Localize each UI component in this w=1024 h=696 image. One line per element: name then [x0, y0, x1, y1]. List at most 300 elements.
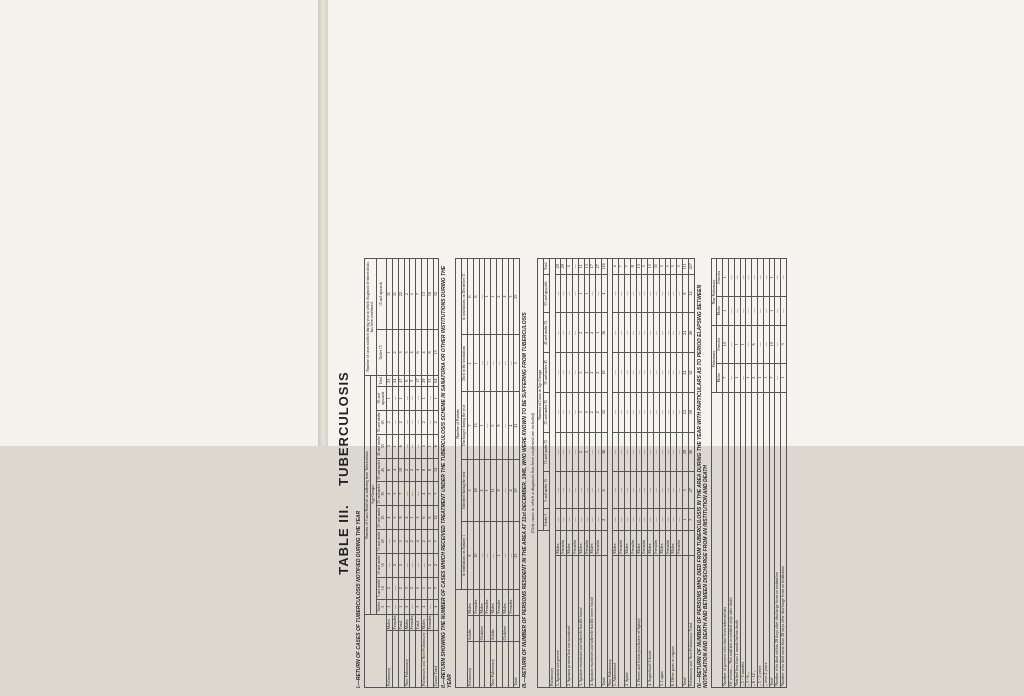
s4-body	[723, 259, 787, 688]
document-page	[328, 0, 1024, 688]
table-cell: —	[427, 599, 433, 614]
table-cell: 1	[746, 363, 752, 392]
row-sex: Females	[391, 615, 397, 630]
table-cell: 2	[427, 553, 433, 577]
table-cell: 1	[578, 274, 584, 313]
table-row	[688, 259, 694, 688]
table-cell: —	[642, 509, 648, 531]
table-cell: 3	[398, 529, 404, 553]
table-cell: —	[404, 482, 410, 506]
table-cell: 33	[427, 375, 433, 386]
table-cell: —	[636, 509, 642, 531]
table-cell: —	[625, 353, 631, 393]
table-cell: —	[659, 472, 665, 509]
table-cell: 2	[596, 353, 602, 393]
row-label: „ 1 - 3 months	[740, 392, 746, 687]
table-cell: 2	[601, 509, 607, 531]
table-cell: —	[567, 392, 573, 432]
table-cell: —	[416, 410, 422, 434]
table-cell: 1	[421, 386, 427, 410]
table-cell: —	[567, 509, 573, 531]
table-cell: —	[572, 392, 578, 432]
table-cell: 6	[427, 506, 433, 530]
blank-left-page	[0, 0, 318, 446]
table-cell: 3	[404, 330, 410, 376]
table-cell: 20	[555, 259, 561, 275]
table-cell: —	[763, 296, 769, 325]
page-title	[336, 258, 351, 688]
table-cell: —	[665, 432, 671, 472]
table-cell: 29	[421, 375, 427, 386]
table-cell: —	[584, 472, 590, 509]
table-cell: 3	[427, 482, 433, 506]
table-cell: 1	[392, 434, 398, 458]
table-cell: —	[654, 472, 660, 509]
table-cell: 111	[683, 259, 689, 275]
table-cell: —	[567, 432, 573, 472]
table-cell: —	[642, 472, 648, 509]
table-cell: 4	[433, 599, 439, 614]
section-3-table	[537, 258, 695, 688]
table-cell: —	[572, 353, 578, 393]
table-cell: —	[596, 432, 602, 472]
table-cell: 4	[421, 482, 427, 506]
table-cell: 4	[601, 274, 607, 313]
table-cell: —	[572, 259, 578, 275]
table-cell: —	[485, 335, 491, 392]
table-cell: 4	[387, 482, 393, 506]
table-cell: 5	[410, 259, 416, 330]
table-cell: 4	[416, 529, 422, 553]
row-sex: Females	[665, 531, 671, 555]
row-sex: Females	[654, 531, 660, 555]
section-2-title: II.—RETURN SHOWING THE NUMBER OF CASES WHICH RECEIVED TREATMENT UNDER THE TUBERCULOSIS SCHEME IN SANATORIA OR OTHER INSTITUTIONS DURING THE YEAR	[441, 265, 454, 688]
table-cell: —	[677, 313, 683, 353]
table-cell: —	[619, 274, 625, 313]
table-cell: 24	[683, 392, 689, 432]
table-cell: 29	[561, 259, 567, 275]
table-cell: —	[561, 472, 567, 509]
table-cell: —	[659, 392, 665, 432]
table-cell: —	[758, 259, 764, 297]
table-cell: —	[410, 410, 416, 434]
s3-col-header: 35 and under 45	[543, 353, 549, 393]
table-cell: —	[555, 392, 561, 432]
table-cell: 9	[496, 459, 502, 522]
table-cell: —	[775, 363, 781, 392]
table-cell: —	[630, 432, 636, 472]
s1-col-header: 5 and under 10	[376, 577, 387, 599]
row-sex: Males	[502, 589, 508, 615]
row-sex: Females	[409, 615, 415, 630]
table-cell: 3	[665, 259, 671, 275]
s1-col-header: 15 and under 20	[376, 531, 386, 552]
table-cell: —	[502, 392, 508, 459]
table-cell: —	[659, 353, 665, 393]
table-cell: —	[636, 353, 642, 393]
table-cell: 5	[578, 353, 584, 393]
table-cell: —	[648, 274, 654, 313]
s1-body	[387, 259, 439, 688]
table-cell: —	[630, 313, 636, 353]
table-cell: —	[630, 274, 636, 313]
table-cell: —	[752, 259, 758, 297]
table-cell: —	[654, 274, 660, 313]
table-cell: —	[578, 472, 584, 509]
table-cell: —	[572, 472, 578, 509]
row-sex: Males	[491, 589, 497, 615]
table-cell: 1	[781, 363, 787, 392]
table-cell: —	[590, 432, 596, 472]
table-cell: 5	[683, 472, 689, 509]
table-cell: —	[665, 313, 671, 353]
table-cell: 13	[421, 259, 427, 330]
table-cell: —	[555, 432, 561, 472]
table-cell: 9	[467, 522, 473, 589]
table-cell: —	[636, 472, 642, 509]
s3-group-head: Number of Cases in Age-Groups	[538, 259, 544, 531]
table-cell: 13	[636, 259, 642, 275]
row-sex: Total	[398, 614, 404, 631]
table-cell: 27	[596, 259, 602, 275]
s1-col-header: 45 and under 55	[376, 436, 386, 457]
table-cell: 25	[514, 259, 520, 335]
table-cell: —	[596, 274, 602, 313]
table-cell: 7	[625, 259, 631, 275]
table-cell: —	[508, 522, 514, 589]
table-cell: —	[502, 459, 508, 522]
table-cell: —	[619, 353, 625, 393]
row-sex: Males	[567, 531, 573, 555]
table-cell: 7	[619, 259, 625, 275]
table-cell: —	[427, 410, 433, 434]
table-cell: 6	[398, 434, 404, 458]
s3-corner	[538, 531, 550, 688]
table-cell: 3	[416, 506, 422, 530]
table-cell: —	[677, 392, 683, 432]
table-cell: —	[746, 326, 752, 364]
row-group: Pulmonary	[467, 642, 473, 688]
table-cell: —	[613, 313, 619, 353]
table-cell: —	[491, 335, 497, 392]
table-cell: 1	[723, 296, 729, 325]
table-cell: —	[572, 313, 578, 353]
table-cell: —	[404, 410, 410, 434]
table-cell: —	[561, 313, 567, 353]
table-cell: —	[671, 392, 677, 432]
table-cell: 1	[467, 335, 473, 392]
table-cell: —	[665, 392, 671, 432]
table-cell: 10	[473, 522, 479, 589]
table-cell: 6	[427, 458, 433, 482]
table-cell: 23	[387, 375, 393, 386]
row-group: Total	[514, 642, 520, 688]
table-cell: 1	[769, 296, 775, 325]
table-cell: 4	[421, 330, 427, 376]
table-cell: 2	[590, 353, 596, 393]
row-group: Non-Pulmonary	[404, 631, 410, 688]
table-cell: 7	[769, 363, 775, 392]
table-cell: 3	[659, 259, 665, 275]
table-cell: —	[654, 509, 660, 531]
table-cell: —	[763, 259, 769, 297]
table-cell: —	[596, 472, 602, 509]
row-label: „ 1 - 2 years	[758, 392, 764, 687]
table-cell: 56	[688, 432, 694, 472]
table-cell: —	[648, 509, 654, 531]
section-4-table	[711, 258, 787, 688]
table-cell: —	[671, 509, 677, 531]
table-cell: —	[648, 472, 654, 509]
table-cell: 2	[578, 432, 584, 472]
table-cell: 2	[410, 458, 416, 482]
table-cell: 6	[433, 434, 439, 458]
table-cell: —	[665, 274, 671, 313]
table-cell: 2	[398, 553, 404, 577]
table-cell: —	[636, 432, 642, 472]
table-cell: 5	[642, 259, 648, 275]
s3-col-header: 5 and under 15	[543, 472, 549, 509]
table-cell: —	[746, 259, 752, 297]
table-cell: 13	[473, 392, 479, 459]
s3-col-header: 45 and under 55	[543, 313, 549, 353]
table-cell: —	[392, 577, 398, 599]
table-cell: —	[630, 472, 636, 509]
s3-body	[549, 259, 694, 688]
table-row	[781, 259, 787, 688]
table-cell: 24	[392, 375, 398, 386]
table-cell: 10	[398, 458, 404, 482]
table-cell: —	[746, 296, 752, 325]
s3-nonpulm-head: Non-Pulmonary	[607, 259, 613, 688]
table-cell: 5	[421, 577, 427, 599]
table-cell: 7	[688, 509, 694, 531]
table-cell: —	[596, 509, 602, 531]
s4-nonpulm-head: Non-Pulmonary	[711, 259, 717, 326]
row-sex: Females	[496, 589, 502, 615]
table-cell: —	[502, 522, 508, 589]
book-gutter	[318, 0, 328, 446]
table-cell: 1	[763, 363, 769, 392]
table-cell: —	[387, 529, 393, 553]
table-cell: 1	[387, 386, 393, 410]
row-label: „ 6 - 12 „	[752, 392, 758, 687]
s1-last-head: Number of cases notified during year in which diagnosis of tuberculosis has been confirmed.	[365, 259, 377, 376]
table-cell: —	[410, 434, 416, 458]
table-cell: —	[642, 432, 648, 472]
row-group: Non-Pulmonary	[491, 642, 497, 688]
row-label: Number of persons who died from tuberculosis	[723, 392, 729, 687]
s3-col-header: 15 and under 25	[543, 432, 549, 472]
table-cell: 6	[752, 326, 758, 364]
row-label: 2. Sputum present but not examined	[567, 555, 573, 687]
row-sex: Males	[467, 589, 473, 615]
table-cell: 9	[410, 375, 416, 386]
table-cell: —	[619, 392, 625, 432]
table-cell: 4	[392, 458, 398, 482]
row-sex: Males	[555, 531, 561, 555]
row-subgroup: Adults	[467, 615, 473, 642]
table-cell: —	[665, 353, 671, 393]
table-cell: 2	[433, 410, 439, 434]
row-label: Number who died more than 28 days after discharge from an institution	[781, 392, 787, 687]
rotated-content	[328, 250, 1024, 696]
row-sex	[433, 614, 439, 631]
table-cell: 227	[688, 259, 694, 275]
table-cell: —	[648, 353, 654, 393]
row-subgroup	[514, 615, 520, 642]
row-sex: Females	[561, 531, 567, 555]
table-cell: —	[555, 472, 561, 509]
table-cell: 7	[433, 482, 439, 506]
row-sex: Females	[584, 531, 590, 555]
row-label: 4. Superficial Glands	[648, 555, 654, 687]
table-cell: —	[555, 274, 561, 313]
table-cell: 3	[584, 432, 590, 472]
table-cell: 6	[601, 472, 607, 509]
table-cell: 3	[671, 259, 677, 275]
table-cell: —	[567, 472, 573, 509]
table-cell: 52	[688, 353, 694, 393]
row-label: 1. Sputum not proven	[555, 555, 561, 687]
table-cell: —	[578, 509, 584, 531]
table-cell: 5	[427, 529, 433, 553]
s2-corner	[456, 589, 468, 687]
table-cell: 36	[601, 432, 607, 472]
table-cell: —	[729, 363, 735, 392]
table-cell: 9	[398, 506, 404, 530]
table-cell: —	[561, 432, 567, 472]
table-cell: 1	[584, 274, 590, 313]
s1-corner	[365, 614, 387, 687]
table-cell: 5	[416, 577, 422, 599]
row-sex: Males	[404, 614, 410, 631]
table-cell: 5	[584, 392, 590, 432]
table-cell: 6	[416, 330, 422, 376]
table-cell: 2	[398, 577, 404, 599]
table-cell: —	[508, 335, 514, 392]
table-cell: 7	[416, 259, 422, 330]
page-content	[328, 250, 1024, 696]
table-cell: —	[677, 353, 683, 393]
table-cell: 1	[734, 326, 740, 364]
table-cell: —	[625, 274, 631, 313]
table-cell: —	[740, 259, 746, 297]
table-cell: —	[642, 353, 648, 393]
table-row	[514, 259, 520, 688]
table-cell: —	[763, 326, 769, 364]
section-4-title: IV.—RETURN OF NUMBER OF PERSONS WHO DIED FROM TUBERCULOSIS IN THE AREA DURING THE YEAR WITH PARTICULARS AS TO PERIOD ELAPSING BETWEEN NOTIFICATION AND DEATH AND BETWEEN DISCHARGE FROM AN INSTITUTION AND DEATH	[696, 284, 709, 688]
row-subgroup: Children	[479, 615, 485, 642]
s1-col-header: Under 15	[376, 330, 387, 376]
table-cell: 4	[421, 599, 427, 614]
table-cell: —	[404, 386, 410, 410]
table-cell: 1	[485, 259, 491, 335]
s2-col-header: In institutions on December 31	[462, 259, 468, 335]
table-cell: 1	[740, 326, 746, 364]
row-sex: Males	[671, 531, 677, 555]
row-label: Notified less than 1 month before death	[734, 392, 740, 687]
table-cell: 8	[683, 274, 689, 313]
table-cell: 2	[496, 259, 502, 335]
table-cell: 3	[392, 529, 398, 553]
row-sex: Males	[590, 531, 596, 555]
table-title: TUBERCULOSIS	[336, 371, 351, 486]
table-cell: —	[496, 335, 502, 392]
table-cell: —	[485, 522, 491, 589]
table-cell: 116	[601, 259, 607, 275]
table-cell: 1	[769, 259, 775, 297]
table-cell: —	[479, 259, 485, 335]
table-cell: 4	[387, 506, 393, 530]
table-cell: 15	[648, 259, 654, 275]
s2-body	[467, 259, 519, 688]
table-cell: 64	[433, 375, 439, 386]
table-cell: 2	[410, 577, 416, 599]
table-cell: —	[781, 296, 787, 325]
table-cell: 10	[769, 326, 775, 364]
s4-col-header: Females	[717, 326, 723, 364]
row-sex: Females	[619, 531, 625, 555]
s1-age-head: Age-Groups	[370, 375, 376, 614]
table-cell: —	[613, 274, 619, 313]
table-cell: —	[613, 472, 619, 509]
table-cell: 3	[677, 259, 683, 275]
row-group: Pulmonary	[387, 631, 393, 688]
row-label: Total	[601, 555, 607, 687]
row-sex: Females	[426, 615, 432, 630]
table-cell: 3	[578, 392, 584, 432]
table-cell: 2	[404, 529, 410, 553]
table-cell: —	[636, 274, 642, 313]
table-cell: 18	[473, 459, 479, 522]
table-cell: 27	[688, 472, 694, 509]
table-cell: —	[636, 313, 642, 353]
table-cell: 11	[491, 459, 497, 522]
table-cell: —	[677, 274, 683, 313]
table-cell: —	[392, 386, 398, 410]
table-cell: —	[404, 553, 410, 577]
s1-col-header: 20 and under 25	[376, 507, 386, 528]
row-sex: Males	[648, 531, 654, 555]
table-cell: —	[613, 353, 619, 393]
table-cell: 6	[421, 506, 427, 530]
table-cell: —	[392, 410, 398, 434]
table-cell: 1	[596, 313, 602, 353]
table-cell: —	[734, 259, 740, 297]
table-cell: —	[387, 553, 393, 577]
table-cell: 19	[601, 353, 607, 393]
row-sex: Total	[416, 614, 422, 631]
table-cell: —	[410, 553, 416, 577]
table-cell: —	[567, 274, 573, 313]
row-label: Total	[683, 555, 689, 687]
s4-corner	[711, 392, 723, 687]
row-sex: Males	[479, 589, 485, 615]
table-cell: —	[625, 509, 631, 531]
table-cell: —	[654, 353, 660, 393]
table-cell: 6	[467, 259, 473, 335]
table-cell: —	[648, 392, 654, 432]
row-sex: Males	[578, 531, 584, 555]
table-cell: —	[392, 599, 398, 614]
table-cell: 23	[514, 522, 520, 589]
table-cell: 1	[433, 386, 439, 410]
table-cell: 17	[590, 259, 596, 275]
table-cell: —	[677, 432, 683, 472]
table-cell: 7	[467, 392, 473, 459]
table-cell: —	[561, 274, 567, 313]
